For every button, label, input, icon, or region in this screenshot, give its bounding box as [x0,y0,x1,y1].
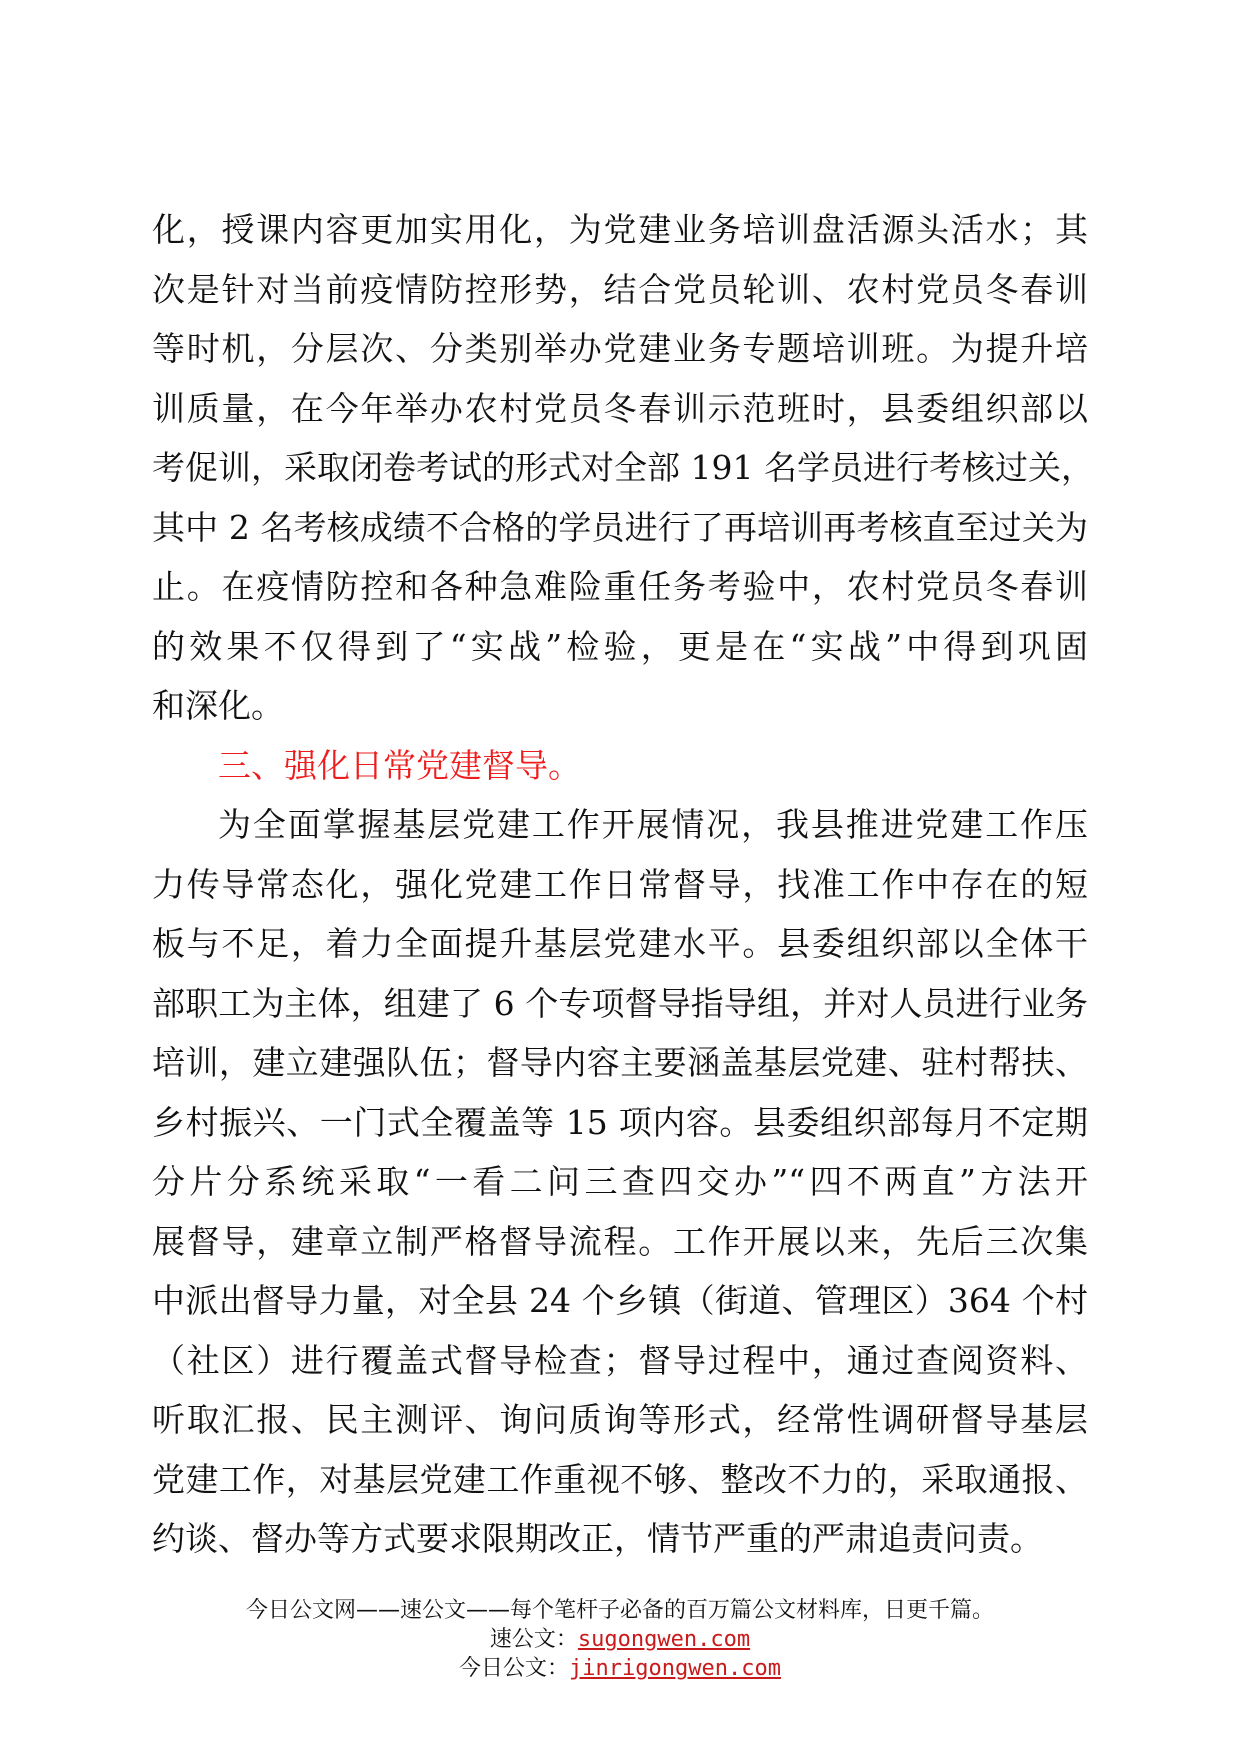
document-body [152,200,1094,1569]
text-line: 和深化。 [152,686,284,725]
text-line: 培训，建立建强队伍；督导内容主要涵盖基层党建、驻村帮扶、 [152,1043,1088,1082]
text-line: 中派出督导力量，对全县 24 个乡镇（街道、管理区）364 个村 [152,1281,1088,1320]
text-line: 的效果不仅得到了“实战”检验，更是在“实战”中得到巩固 [152,626,1088,666]
footer-site-2 [0,1654,1240,1683]
text-line: 化，授课内容更加实用化，为党建业务培训盘活源头活水；其 [152,210,1088,249]
text-line: 训质量，在今年举办农村党员冬春训示范班时，县委组织部以 [152,388,1088,428]
text-line: 部职工为主体，组建了 6 个专项督导指导组，并对人员进行业务 [152,983,1088,1023]
text-line: 止。在疫情防控和各种急难险重任务考验中，农村党员冬春训 [152,567,1088,606]
paragraph-1 [152,200,1094,736]
text-line: 其中 2 名考核成绩不合格的学员进行了再培训再考核直至过关为 [152,507,1088,547]
text-line: 党建工作，对基层党建工作重视不够、整改不力的，采取通报、 [152,1459,1088,1499]
text-line: 次是针对当前疫情防控形势，结合党员轮训、农村党员冬春训 [152,269,1088,309]
site-1-label: 速公文： [489,1627,578,1652]
text-line: （社区）进行覆盖式督导检查；督导过程中，通过查阅资料、 [152,1340,1088,1380]
site-1-link[interactable]: sugongwen.com [577,1627,751,1652]
text-line: 为全面掌握基层党建工作开展情况，我县推进党建工作压 [218,805,1088,844]
text-line: 约谈、督办等方式要求限期改正，情节严重的严肃追责问责。 [152,1519,1043,1558]
text-line: 分片分系统采取“一看二问三查四交办”“四不两直”方法开 [152,1162,1088,1201]
paragraph-2 [152,795,1088,1569]
text-line: 展督导，建章立制严格督导流程。工作开展以来，先后三次集 [152,1221,1088,1261]
text-line: 考促训，采取闭卷考试的形式对全部 191 名学员进行考核过关， [152,448,1094,487]
text-line: 板与不足，着力全面提升基层党建水平。县委组织部以全体干 [152,924,1088,963]
site-2-label: 今日公文： [459,1656,570,1681]
footer-tagline: 今日公文网——速公文——每个笔杆子必备的百万篇公文材料库，日更千篇。 [245,1598,994,1623]
page-footer [0,1596,1240,1683]
text-line: 等时机，分层次、分类别举办党建业务专题培训班。为提升培 [152,329,1088,368]
section-heading: 三、强化日常党建督导。 [218,745,581,785]
site-2-link[interactable]: jinrigongwen.com [569,1656,781,1681]
footer-site-1 [0,1625,1240,1654]
text-line: 力传导常态化，强化党建工作日常督导，找准工作中存在的短 [152,864,1088,904]
text-line: 乡村振兴、一门式全覆盖等 15 项内容。县委组织部每月不定期 [152,1102,1088,1142]
text-line: 听取汇报、民主测评、询问质询等形式，经常性调研督导基层 [152,1400,1088,1439]
